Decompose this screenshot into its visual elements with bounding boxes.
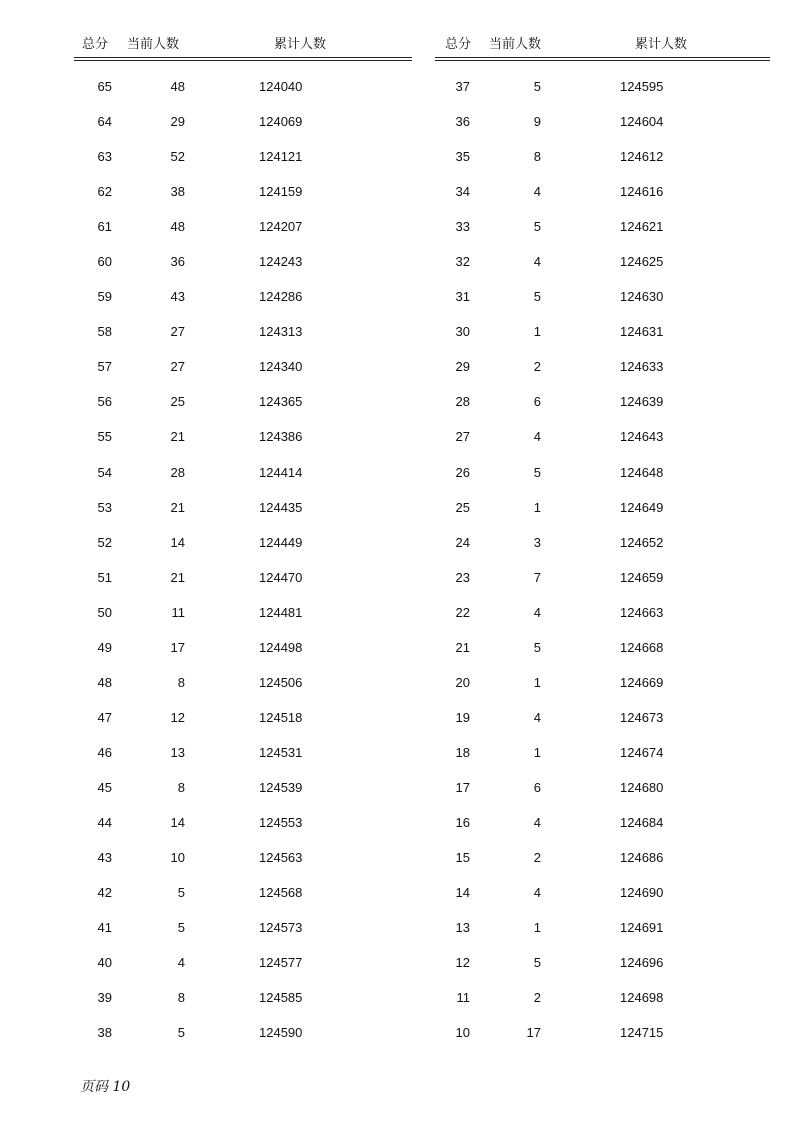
current-count-cell: 5 — [177, 885, 185, 901]
score-cell: 37 — [455, 79, 470, 94]
current-count-cell: 43 — [170, 289, 185, 305]
table-row — [435, 244, 770, 279]
current-count-cell: 3 — [533, 534, 541, 550]
current-count-cell: 21 — [170, 569, 185, 585]
table-row — [435, 560, 770, 595]
table-row — [435, 419, 770, 454]
cumulative-count-cell: 124577 — [259, 955, 303, 971]
table-row — [74, 244, 412, 279]
table-row — [74, 174, 412, 209]
table-row — [435, 910, 770, 945]
score-cell: 45 — [97, 779, 112, 795]
header-current-count: 当前人数 — [489, 36, 542, 51]
cumulative-count-cell: 124674 — [620, 744, 664, 760]
score-cell: 15 — [455, 850, 470, 866]
table-row — [435, 665, 770, 700]
cumulative-count-cell: 124686 — [620, 850, 664, 866]
score-cell: 53 — [97, 499, 112, 515]
page-number: 页码 10 — [80, 1079, 131, 1095]
current-count-cell: 25 — [170, 394, 185, 410]
current-count-cell: 2 — [533, 990, 541, 1006]
table-row — [435, 174, 770, 209]
current-count-cell: 5 — [533, 639, 541, 655]
header-score: 总分 — [82, 36, 109, 51]
table-row — [435, 840, 770, 875]
current-count-cell: 4 — [177, 955, 185, 971]
score-cell: 54 — [97, 464, 112, 480]
table-row — [74, 349, 412, 384]
table-row — [74, 945, 412, 980]
current-count-cell: 27 — [170, 359, 185, 375]
cumulative-count-cell: 124414 — [259, 464, 303, 480]
table-row — [74, 104, 412, 139]
score-cell: 17 — [455, 779, 470, 795]
current-count-cell: 1 — [533, 674, 541, 690]
score-cell: 48 — [97, 674, 112, 690]
current-count-cell: 12 — [170, 709, 185, 725]
score-cell: 28 — [455, 394, 470, 410]
table-row — [74, 770, 412, 805]
cumulative-count-cell: 124585 — [259, 990, 303, 1006]
score-cell: 60 — [97, 254, 112, 270]
current-count-cell: 5 — [177, 1025, 185, 1041]
score-cell: 14 — [455, 885, 470, 901]
table-rows — [435, 69, 770, 1050]
score-cell: 25 — [455, 499, 470, 515]
score-cell: 64 — [97, 114, 112, 130]
cumulative-count-cell: 124481 — [259, 604, 303, 620]
table-row — [74, 209, 412, 244]
cumulative-count-cell: 124684 — [620, 814, 664, 830]
table-row — [435, 770, 770, 805]
table-row — [435, 455, 770, 490]
current-count-cell: 17 — [170, 639, 185, 655]
cumulative-count-cell: 124470 — [259, 569, 303, 585]
table-row — [435, 735, 770, 770]
score-cell: 39 — [97, 990, 112, 1006]
cumulative-count-cell: 124680 — [620, 779, 664, 795]
table-row — [435, 104, 770, 139]
header-double-rule — [435, 57, 770, 61]
cumulative-count-cell: 124612 — [620, 149, 664, 165]
current-count-cell: 6 — [533, 394, 541, 410]
table-row — [74, 314, 412, 349]
cumulative-count-cell: 124539 — [259, 779, 303, 795]
current-count-cell: 7 — [533, 569, 541, 585]
current-count-cell: 4 — [533, 254, 541, 270]
score-cell: 38 — [97, 1025, 112, 1041]
table-row — [74, 700, 412, 735]
cumulative-count-cell: 124715 — [620, 1025, 664, 1041]
table-row — [74, 419, 412, 454]
cumulative-count-cell: 124668 — [620, 639, 664, 655]
current-count-cell: 8 — [177, 674, 185, 690]
current-count-cell: 1 — [533, 920, 541, 936]
cumulative-count-cell: 124595 — [620, 79, 664, 94]
cumulative-count-cell: 124340 — [259, 359, 303, 375]
cumulative-count-cell: 124159 — [259, 184, 303, 200]
current-count-cell: 9 — [533, 114, 541, 130]
table-row — [435, 69, 770, 104]
cumulative-count-cell: 124630 — [620, 289, 664, 305]
table-row — [74, 595, 412, 630]
table-row — [435, 805, 770, 840]
cumulative-count-cell: 124069 — [259, 114, 303, 130]
table-row — [435, 945, 770, 980]
table-row — [435, 525, 770, 560]
header-cumulative-count: 累计人数 — [635, 36, 688, 51]
cumulative-count-cell: 124435 — [259, 499, 303, 515]
table-row — [74, 910, 412, 945]
table-row — [435, 595, 770, 630]
table-row — [435, 384, 770, 419]
current-count-cell: 21 — [170, 499, 185, 515]
score-cell: 16 — [455, 814, 470, 830]
score-cell: 46 — [97, 744, 112, 760]
score-cell: 59 — [97, 289, 112, 305]
cumulative-count-cell: 124286 — [259, 289, 303, 305]
score-cell: 51 — [97, 569, 112, 585]
cumulative-count-cell: 124663 — [620, 604, 664, 620]
cumulative-count-cell: 124573 — [259, 920, 303, 936]
current-count-cell: 4 — [533, 184, 541, 200]
current-count-cell: 4 — [533, 429, 541, 445]
current-count-cell: 8 — [533, 149, 541, 165]
current-count-cell: 5 — [533, 955, 541, 971]
cumulative-count-cell: 124631 — [620, 324, 664, 340]
score-cell: 21 — [455, 639, 470, 655]
current-count-cell: 6 — [533, 779, 541, 795]
cumulative-count-cell: 124313 — [259, 324, 303, 340]
cumulative-count-cell: 124365 — [259, 394, 303, 410]
cumulative-count-cell: 124386 — [259, 429, 303, 445]
cumulative-count-cell: 124243 — [259, 254, 303, 270]
score-cell: 36 — [455, 114, 470, 130]
cumulative-count-cell: 124207 — [259, 219, 303, 235]
score-cell: 52 — [97, 534, 112, 550]
table-row — [435, 875, 770, 910]
table-row — [74, 490, 412, 525]
score-cell: 63 — [97, 149, 112, 165]
cumulative-count-cell: 124639 — [620, 394, 664, 410]
score-cell: 19 — [455, 709, 470, 725]
score-cell: 24 — [455, 534, 470, 550]
current-count-cell: 2 — [533, 359, 541, 375]
cumulative-count-cell: 124669 — [620, 674, 664, 690]
header-double-rule — [74, 57, 412, 61]
score-cell: 34 — [455, 184, 470, 200]
current-count-cell: 5 — [177, 920, 185, 936]
table-row — [435, 490, 770, 525]
cumulative-count-cell: 124604 — [620, 114, 664, 130]
current-count-cell: 1 — [533, 744, 541, 760]
score-cell: 43 — [97, 850, 112, 866]
cumulative-count-cell: 124568 — [259, 885, 303, 901]
score-cell: 33 — [455, 219, 470, 235]
score-cell: 41 — [97, 920, 112, 936]
table-row — [74, 1015, 412, 1050]
score-cell: 47 — [97, 709, 112, 725]
cumulative-count-cell: 124691 — [620, 920, 664, 936]
table-row — [435, 630, 770, 665]
table-row — [435, 209, 770, 244]
header-score: 总分 — [445, 36, 472, 51]
current-count-cell: 2 — [533, 850, 541, 866]
table-row — [74, 840, 412, 875]
score-cell: 26 — [455, 464, 470, 480]
cumulative-count-cell: 124659 — [620, 569, 664, 585]
current-count-cell: 36 — [170, 254, 185, 270]
current-count-cell: 5 — [533, 79, 541, 94]
table-row — [74, 560, 412, 595]
cumulative-count-cell: 124449 — [259, 534, 303, 550]
table-row — [74, 139, 412, 174]
header-current-count: 当前人数 — [127, 36, 180, 51]
table-row — [74, 665, 412, 700]
score-cell: 20 — [455, 674, 470, 690]
current-count-cell: 52 — [170, 149, 185, 165]
current-count-cell: 48 — [170, 219, 185, 235]
current-count-cell: 4 — [533, 604, 541, 620]
cumulative-count-cell: 124498 — [259, 639, 303, 655]
cumulative-count-cell: 124121 — [259, 149, 303, 165]
current-count-cell: 14 — [170, 814, 185, 830]
current-count-cell: 48 — [170, 79, 185, 94]
cumulative-count-cell: 124616 — [620, 184, 664, 200]
score-cell: 29 — [455, 359, 470, 375]
score-cell: 57 — [97, 359, 112, 375]
current-count-cell: 8 — [177, 990, 185, 1006]
table-row — [74, 525, 412, 560]
score-cell: 22 — [455, 604, 470, 620]
table-row — [74, 455, 412, 490]
cumulative-count-cell: 124590 — [259, 1025, 303, 1041]
cumulative-count-cell: 124633 — [620, 359, 664, 375]
table-row — [74, 279, 412, 314]
table-row — [435, 314, 770, 349]
table-row — [74, 69, 412, 104]
score-cell: 61 — [97, 219, 112, 235]
cumulative-count-cell: 124518 — [259, 709, 303, 725]
table-row — [74, 805, 412, 840]
table-row — [74, 384, 412, 419]
score-cell: 58 — [97, 324, 112, 340]
cumulative-count-cell: 124643 — [620, 429, 664, 445]
table-row — [435, 980, 770, 1015]
score-cell: 44 — [97, 814, 112, 830]
score-cell: 50 — [97, 604, 112, 620]
cumulative-count-cell: 124648 — [620, 464, 664, 480]
current-count-cell: 17 — [526, 1025, 541, 1041]
cumulative-count-cell: 124531 — [259, 744, 303, 760]
current-count-cell: 8 — [177, 779, 185, 795]
cumulative-count-cell: 124506 — [259, 674, 303, 690]
table-row — [74, 980, 412, 1015]
table-row — [74, 875, 412, 910]
score-cell: 12 — [455, 955, 470, 971]
score-cell: 55 — [97, 429, 112, 445]
current-count-cell: 10 — [170, 850, 185, 866]
table-row — [74, 630, 412, 665]
current-count-cell: 4 — [533, 814, 541, 830]
score-cell: 23 — [455, 569, 470, 585]
score-cell: 13 — [455, 920, 470, 936]
current-count-cell: 13 — [170, 744, 185, 760]
current-count-cell: 5 — [533, 464, 541, 480]
table-row — [435, 279, 770, 314]
current-count-cell: 4 — [533, 709, 541, 725]
current-count-cell: 1 — [533, 499, 541, 515]
cumulative-count-cell: 124698 — [620, 990, 664, 1006]
table-rows — [74, 69, 412, 1050]
current-count-cell: 29 — [170, 114, 185, 130]
current-count-cell: 5 — [533, 289, 541, 305]
cumulative-count-cell: 124673 — [620, 709, 664, 725]
current-count-cell: 38 — [170, 184, 185, 200]
cumulative-count-cell: 124690 — [620, 885, 664, 901]
table-row — [435, 1015, 770, 1050]
current-count-cell: 28 — [170, 464, 185, 480]
cumulative-count-cell: 124649 — [620, 499, 664, 515]
score-cell: 30 — [455, 324, 470, 340]
table-row — [435, 139, 770, 174]
header-cumulative-count: 累计人数 — [274, 36, 327, 51]
score-cell: 35 — [455, 149, 470, 165]
score-cell: 49 — [97, 639, 112, 655]
score-cell: 11 — [456, 990, 470, 1006]
score-cell: 18 — [455, 744, 470, 760]
score-cell: 65 — [97, 79, 112, 94]
cumulative-count-cell: 124563 — [259, 850, 303, 866]
current-count-cell: 1 — [533, 324, 541, 340]
table-row — [435, 349, 770, 384]
current-count-cell: 27 — [170, 324, 185, 340]
cumulative-count-cell: 124621 — [620, 219, 664, 235]
current-count-cell: 5 — [533, 219, 541, 235]
score-cell: 32 — [455, 254, 470, 270]
cumulative-count-cell: 124040 — [259, 79, 303, 94]
cumulative-count-cell: 124652 — [620, 534, 664, 550]
score-cell: 42 — [97, 885, 112, 901]
cumulative-count-cell: 124625 — [620, 254, 664, 270]
score-cell: 56 — [97, 394, 112, 410]
cumulative-count-cell: 124696 — [620, 955, 664, 971]
table-row — [435, 700, 770, 735]
current-count-cell: 21 — [170, 429, 185, 445]
score-cell: 40 — [97, 955, 112, 971]
score-cell: 27 — [455, 429, 470, 445]
score-cell: 62 — [97, 184, 112, 200]
score-cell: 10 — [455, 1025, 470, 1041]
table-row — [74, 735, 412, 770]
cumulative-count-cell: 124553 — [259, 814, 303, 830]
current-count-cell: 11 — [171, 604, 185, 620]
score-cell: 31 — [455, 289, 470, 305]
current-count-cell: 14 — [170, 534, 185, 550]
current-count-cell: 4 — [533, 885, 541, 901]
